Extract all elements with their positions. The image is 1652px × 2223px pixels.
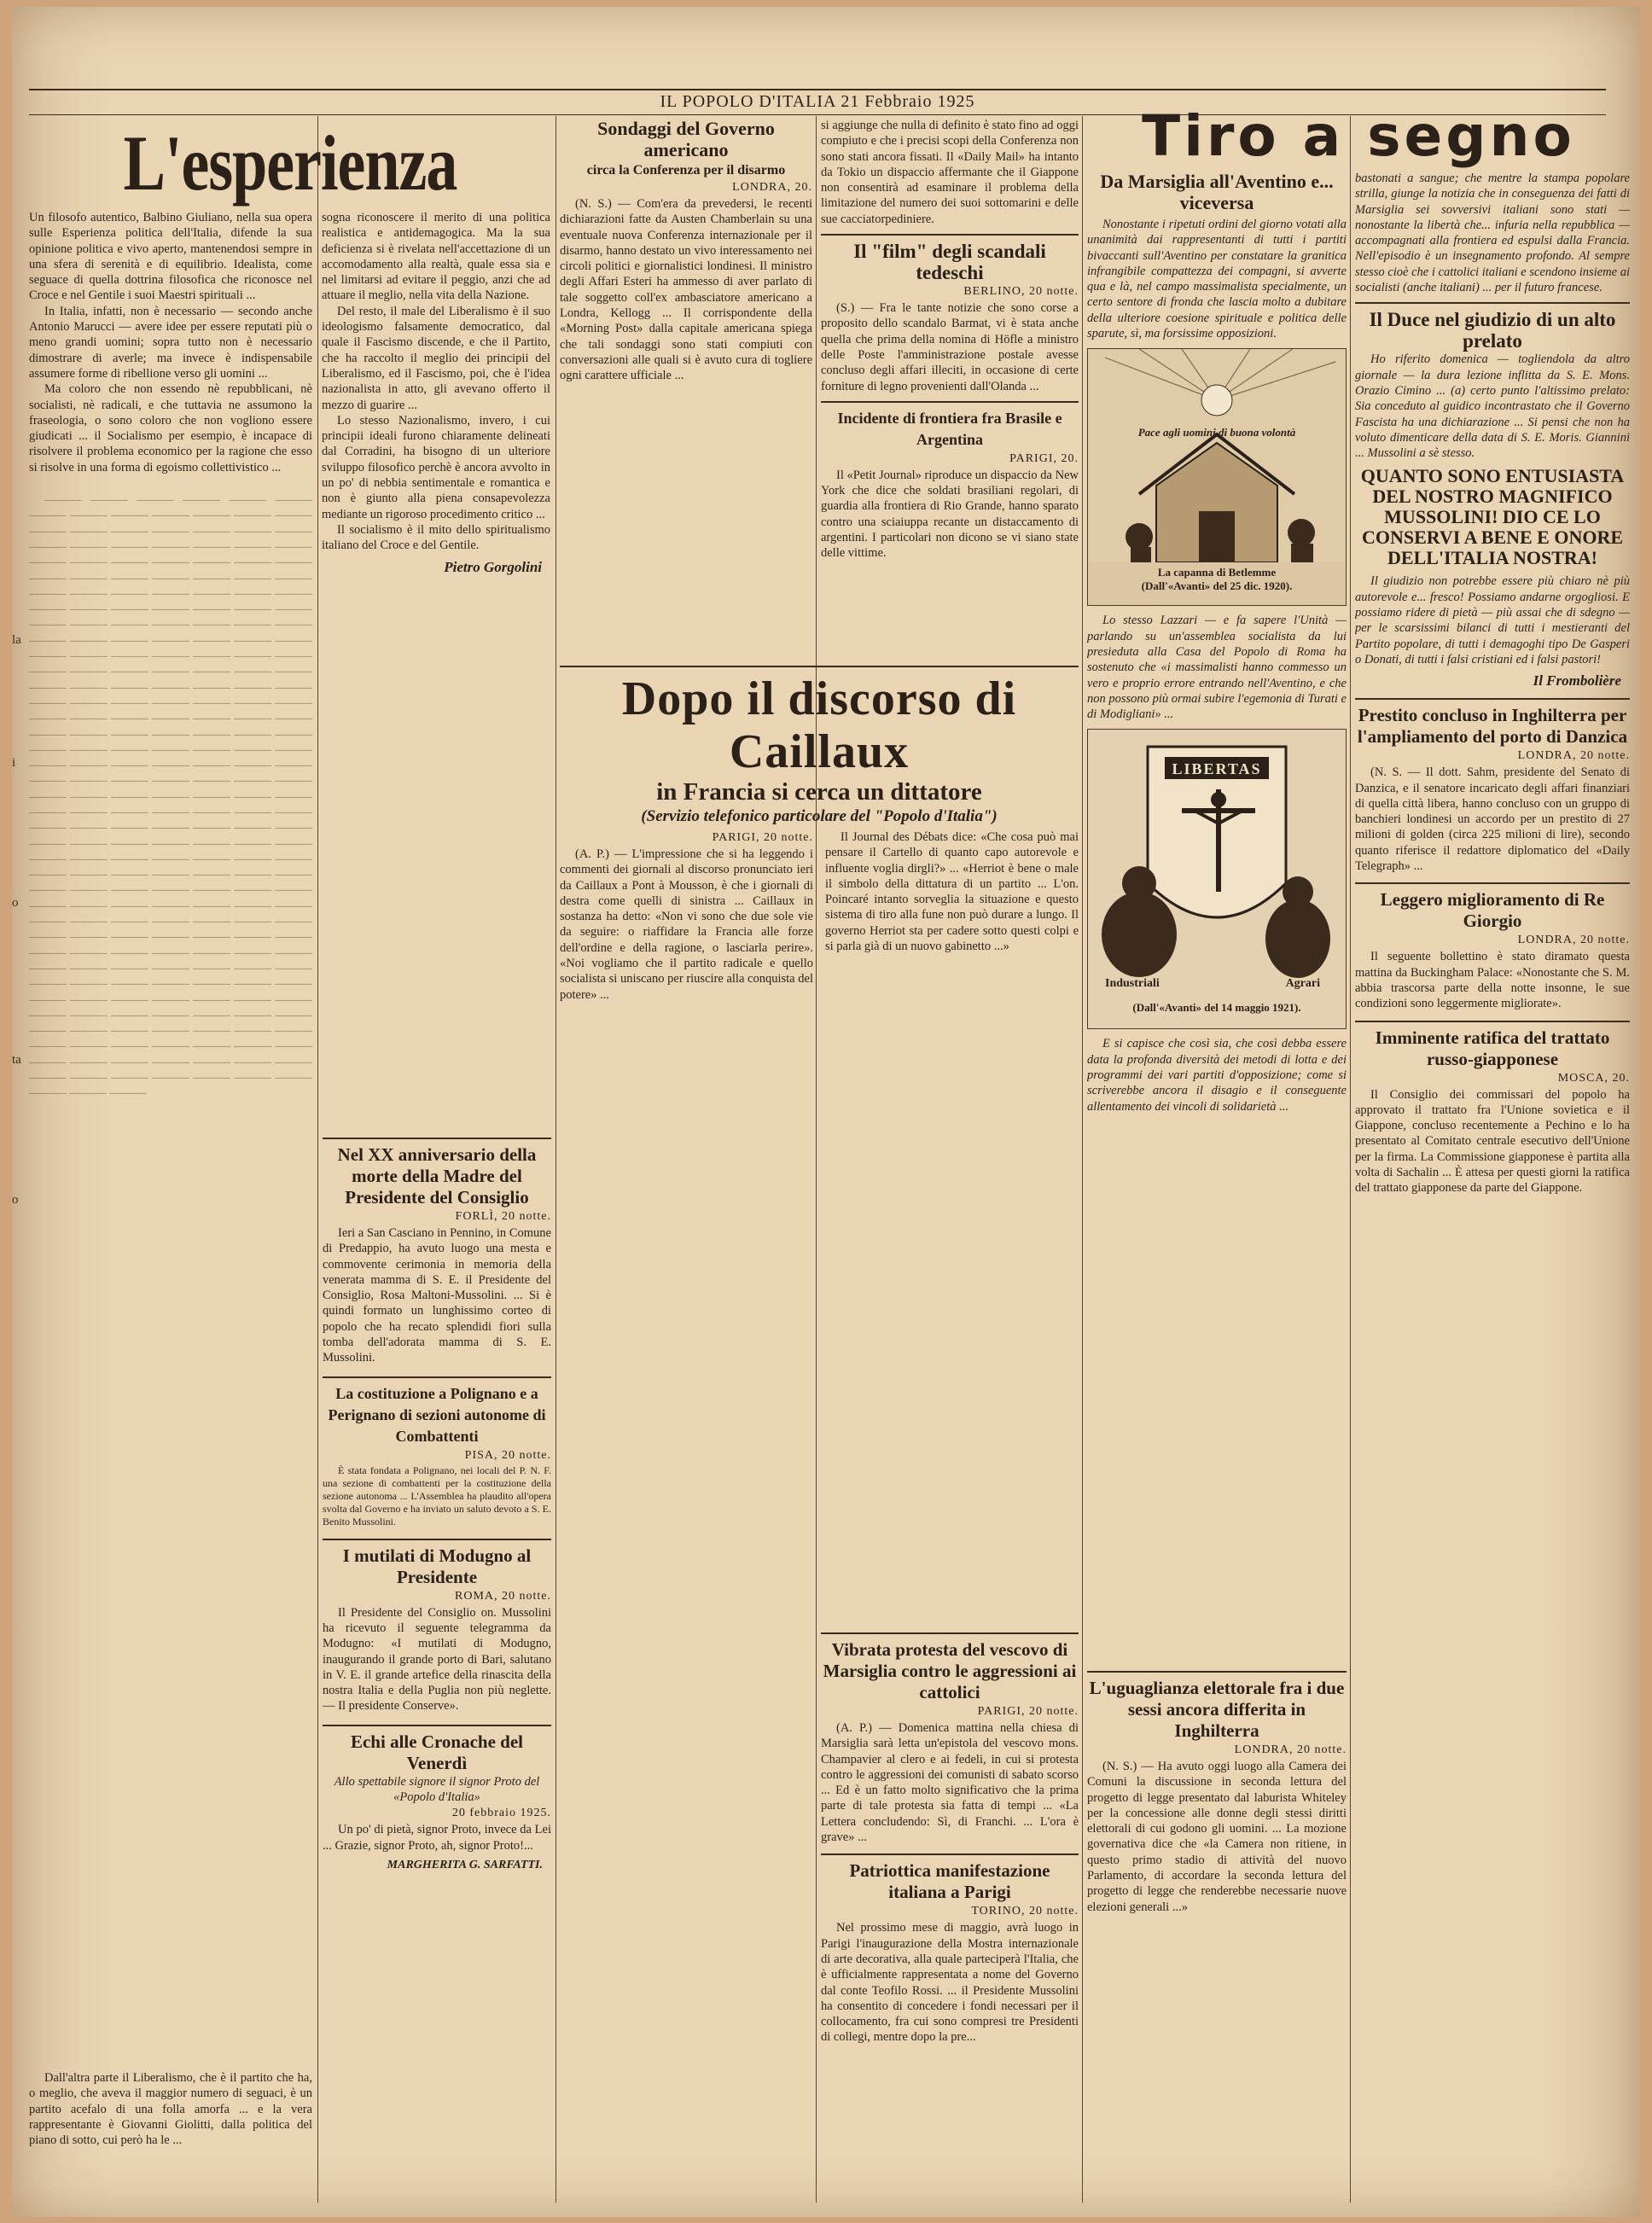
article-body: (N. S. — Il dott. Sahm, presidente del Senato di Danzica, e il senatore incaricato degli affari finanziari di quella città libera, hanno concluso con un gruppo di banchieri londinesi un accordo per un prestito di 27 milioni di golden (circa 225 milioni di lire), secondo quanto riferisce il redattore diplomatico del «Daily Telegraph» ...	[1355, 765, 1630, 874]
article-dateline: LONDRA, 20 notte.	[1517, 749, 1630, 763]
article-dateline: LONDRA, 20.	[732, 181, 812, 194]
column-9	[1355, 171, 1630, 2202]
article-paragraph: sogna riconoscere il merito di una politica realistica e antidemagogica. Ma la sua deficienza si è rivelata nell'accettazione di un accomodamento alla realtà, quale essa sia e nel limitarsi ad evitare il peggio, anzi che ad attuare il meglio, nella vita della Nazione.	[322, 211, 550, 303]
article-signature: Il Frombolière	[1533, 672, 1621, 690]
quanto-quote: QUANTO SONO ENTUSIASTA DEL NOSTRO MAGNIFICO MUSSOLINI! DIO CE LO CONSERVI A BENE E ONORE DELL'ITALIA NOSTRA!	[1360, 465, 1625, 569]
article-headline: I mutilati di Modugno al Presidente	[342, 1545, 532, 1587]
main-headline: L'esperienza	[123, 119, 457, 207]
article-dateline: 20 febbraio 1925.	[451, 1807, 551, 1820]
article-dateline: LONDRA, 20 notte.	[1517, 934, 1630, 947]
article-body: Nonostante i ripetuti ordini del giorno votati alla unanimità dai rappresentanti di tutti i partiti bivaccanti sull'Aventino per constatare la granitica infrangibile compattezza dei compagni, si avverte qua e là, nel campo massimalista specialmente, un certo sentore di fronda che lascia molto a dubitare della ulteriore coesione spirituale e politica delle sparute, sì, ma forsissime opposizioni.	[1087, 218, 1347, 341]
section-rule	[821, 234, 1079, 236]
article-paragraph: Del resto, il male del Liberalismo è il suo ideologismo falsamente democratico, dal quale il Fascismo discende, e che il Partito, che ha raccolto il meglio dei principii del Liberalismo, ed il Fascismo, poi, che è l'idea nazionalista in atto, gli avevano offerto il mezzo di guarire ...	[322, 304, 550, 412]
article-paragraph: Ma coloro che non essendo nè repubblicani, nè socialisti, nè radicali, e che tuttavia ne assumono la fraseologia, o sono coloro che non vogliono essere giudicati ... il Socialismo per esempio, è incapace di risolvere il problema economico per la ragione che esso si risolve in una forma di egoismo collettivistico ...	[29, 382, 312, 474]
article-body: (S.) — Fra le tante notizie che sono corse a proposito dello scandalo Barmat, vi è stata anche quella che prima della nomina di Höfle a ministro delle Poste l'amministrazione postale avesse concluso degli affari illeciti, in occasione di certe forniture di legno provenienti dall'Olanda ...	[821, 301, 1079, 393]
article-headline: Sondaggi del Governo americano	[597, 118, 775, 160]
article-body: (A. P.) — L'impressione che si ha leggendo i commenti dei giornali al discorso pronunciato ieri da Caillaux a Pont à Mousson, è che i giornali di destra come quelli di sinistra ... Caillaux in sostanza ha detto: «Non vi sono che due sole vie da seguire: o riaffidare la Francia alle forze dell'ordine e della ragione, o lasciarla perire». «Noi vogliamo che il partito radicale e quello socialista si uniscano per riuscire alla conquista del potere» ...	[560, 847, 813, 1002]
article-paragraph: Lo stesso Nazionalismo, invero, i cui principii ideali furono chiaramente delineati dal Corradini, ha bisogno di un ulteriore sviluppo filosofico perchè è ancora avvolto in un po' di nebbia sentimentale e romantica e non è giunto alla piena consapevolezza mediante un rigoroso procedimento critico ...	[322, 413, 550, 521]
column-7-lower	[821, 1632, 1079, 2204]
article-headline: Patriottica manifestazione italiana a Parigi	[849, 1860, 1050, 1903]
article-body: Ho riferito domenica — togliendola da altro giornale — la dura lezione inflitta da S. E. Mons. Orazio Cimino ... (a) certo punto l'altissimo prelato: Sia conceduto al guidico incontrastato che il Governo Fascista ha una dichiarazione ... Si pensi che non ha voluto dimenticare della data di S. E. Moris. Giannini ... Mussolini a sè stesso.	[1355, 352, 1630, 461]
article-body: Un po' di pietà, signor Proto, invece da Lei ... Grazie, signor Proto, ah, signor Proto!...	[323, 1823, 551, 1853]
cartoon-banner: LIBERTAS	[1172, 760, 1262, 778]
left-margin-fragments	[12, 152, 24, 2029]
article-body: (A. P.) — Domenica mattina nella chiesa di Marsiglia sarà letta un'epistola del vescovo mons. Champavier al clero e ai fedeli, in cui si protesta contro le aggressioni dei comunisti di sabato scorso ... Ed è un fatto molto significativo che la prima parte di tale protesta sia fatta di tempi ... «La Lettera concludendo: Sì, di Franchi. ... L'ora è grave» ...	[821, 1721, 1079, 1845]
section-rule	[560, 666, 1079, 667]
article-subtitle: Allo spettabile signore il signor Proto del «Popolo d'Italia»	[334, 1774, 540, 1805]
article-dateline: BERLINO, 20 notte.	[963, 285, 1079, 299]
margin-fragment: o	[12, 1193, 19, 1207]
cartoon-label-right: Agrari	[1285, 977, 1320, 991]
article-dateline: LONDRA, 20 notte.	[1234, 1743, 1347, 1756]
article-headline: Leggero miglioramento di Re Giorgio	[1380, 889, 1605, 932]
tiro-a-segno-header	[1085, 102, 1632, 171]
article-body: Il Consiglio dei commissari del popolo ha approvato il trattato fra l'Unione sovietica e il Giappone, concluso recentemente a Pechino e lo ha presentato al Comitato centrale esecutivo dell'Unione per la firma. La Commissione giapponese è partita alla volta di Sachalin ... È attesa per questi giorni la ratifica del trattato giapponese da parte del Giappone.	[1355, 1087, 1630, 1196]
article-body: Ieri a San Casciano in Pennino, in Comune di Predappio, ha avuto luogo una mesta e commovente cerimonia in memoria della venerata mamma di S. E. il Presidente del Consiglio, Rosa Maltoni-Mussolini. ... Si è quindi formato un lunghissimo corteo di popolo che ha recato splendidi fiori sulla tomba dell'adorata mamma di S. E. Mussolini.	[323, 1226, 551, 1365]
article-headline: L'uguaglianza elettorale fra i due sessi ancora differita in Inghilterra	[1089, 1678, 1345, 1741]
article-body: Lo stesso Lazzari — e fa sapere l'Unità — parlando su un'assemblea socialista da lui presieduta alla Casa del Popolo di Roma ha sostenuto che «i massimalisti hanno commesso un vero e proprio errore entrando nell'Aventino, e che non possono più ormai subire l'egemonia di Turati e di Modigliani» ...	[1087, 614, 1347, 722]
article-body: (N. S.) — Ha avuto oggi luogo alla Camera dei Comuni la discussione in seconda lettura del progetto di legge presentato dal laburista Whiteley per la concessione alle donne degli stessi diritti elettorali di cui godono gli uomini. ... La mozione governativa dice che «la Camera non ritiene, in questo primo stadio di attività del nuovo Parlamento, di accordare la seconda lettura del progetto di legge che renderebbe necessarie nuove elezioni generali ...»	[1087, 1760, 1347, 1914]
caillaux-headline: Dopo il discorso di Caillaux	[621, 672, 1017, 778]
article-body: È stata fondata a Polignano, nei locali del P. N. F. una sezione di combattenti per la costituzione della sezione autonoma ... L'Assemblea ha plaudito all'opera svolta dal Governo e ha inviato un saluto devoto a S. E. Benito Mussolini.	[323, 1464, 551, 1528]
article-headline: Imminente ratifica del trattato russo-giapponese	[1375, 1027, 1610, 1069]
article-body: Nel prossimo mese di maggio, avrà luogo in Parigi l'inaugurazione della Mostra internazionale di arte decorativa, alla quale parteciperà l'Italia, che è ufficialmente rappresentata a nome del Governo dal conte Teofilo Rossi. ... il Presidente Mussolini ha consentito di concedere i fondi necessari per il collocamento, fra cui sono compresi tre Presidenti di collegi, mentre dopo la pre...	[821, 1921, 1079, 2045]
section-rule	[821, 1853, 1079, 1855]
article-paragraph: si aggiunge che nulla di definito è stato fino ad oggi compiuto e che i precisi scopi della Conferenza non sono stati ancora fissati. Il «Daily Mail» ha intanto da Tokio un dispaccio affermante che il Giappone non consentirà ad esaminare il problema della limitazione del numero dei suoi sottomarini e delle sue cacciatorpediniere.	[821, 119, 1079, 226]
article-paragraph: Dall'altra parte il Liberalismo, che è il partito che ha, o meglio, che aveva il maggior numero di seguaci, è un partito acefalo di una folla amorfa ... e la vera rappresentante è Giovanni Giolitti, dalla politica del piano di sotto, cui però ha le ...	[29, 2071, 312, 2148]
article-body: E si capisce che così sia, che così debba essere data la profonda diversità dei metodi di lotta e dei programmi dei vari partiti d'opposizione; come si scriverebbe ancora il disagio e il conseguente allentamento dei vincoli di solidarietà ...	[1087, 1037, 1347, 1114]
section-rule	[1355, 1021, 1630, 1022]
section-rule	[323, 1376, 551, 1378]
article-dateline: PARIGI, 20 notte.	[712, 831, 813, 844]
article-paragraph: Il socialismo è il mito dello spiritualismo italiano del Croce e del Gentile.	[322, 522, 550, 553]
newspaper-page	[12, 7, 1640, 2217]
article-dateline: PARIGI, 20 notte.	[977, 1705, 1079, 1718]
article-body: Il Journal des Débats dice: «Che cosa può mai pensare il Cartello di quanto capo autorevole e influente voglia dirgli?» ... «Herriot è bene o male il simbolo della dittatura di un partito ... L'on. Poincaré intanto sorveglia la situazione e questo sistema di tiro alla fune non può durare a lungo. Il governo Herriot sta per cadere sotto questi colpi e si parla già di un nuovo gabinetto ...»	[825, 830, 1079, 954]
article-dateline: FORLÌ, 20 notte.	[455, 1210, 551, 1223]
section-rule	[323, 1539, 551, 1540]
cartoon-source: (Dall'«Avanti» del 25 dic. 1920).	[1141, 579, 1293, 593]
article-dateline: PARIGI, 20.	[1009, 451, 1079, 465]
tiro-a-segno-title: Tiro a segno	[1142, 103, 1575, 169]
article-headline: Incidente di frontiera fra Brasile e Argentina	[837, 409, 1062, 448]
column-8-lower	[1087, 1671, 1347, 2200]
cartoon-title: La capanna di Betlemme	[1157, 566, 1277, 579]
section-rule	[1355, 882, 1630, 884]
article-headline: Da Marsiglia all'Aventino e... viceversa	[1100, 171, 1334, 213]
article-headline: Prestito concluso in Inghilterra per l'ampliamento del porto di Danzica	[1357, 705, 1628, 748]
article-subheadline: circa la Conferenza per il disarmo	[586, 163, 786, 177]
main-headline-box	[27, 118, 553, 212]
article-dateline: ROMA, 20 notte.	[455, 1589, 551, 1603]
article-paragraph: In Italia, infatti, non è necessario — secondo anche Antonio Marucci — avere idee per essere reputati più o meno grandi uomini; sopra tutto non è necessario dimostrare di averle; ma invece è indispensabile assumere forme di ribellione verso gli uomini ...	[29, 304, 312, 381]
cartoon-label-left: Industriali	[1105, 977, 1160, 991]
article-filler-text: ——— ——— ——— ——— ——— ——— ——— ——— ——— ——— ——— ——— ——— ——— ——— ——— ——— ——— ——— ——— ——— ——— ——— ——— ——— ——— ——— ——— ——— ——— ——— ——— ——— ——— ——— ——— ——— ——— ——— ——— ——— ——— ——— ——— ——— ——— ——— ——— ——— ——— ——— ——— ——— ——— ——— ——— ——— ——— ——— ——— ——— ——— ——— ——— ——— ——— ——— ——— ——— ——— ——— ——— ——— ——— ——— ——— ——— ——— ——— ——— ——— ——— ——— ——— ——— ——— ——— ——— ——— ——— ——— ——— ——— ——— ——— ——— ——— ——— ——— ——— ——— ——— ——— ——— ——— ——— ——— ——— ——— ——— ——— ——— ——— ——— ——— ——— ——— ——— ——— ——— ——— ——— ——— ——— ——— ——— ——— ——— ——— ——— ——— ——— ——— ——— ——— ——— ——— ——— ——— ——— ——— ——— ——— ——— ——— ——— ——— ——— ——— ——— ——— ——— ——— ——— ——— ——— ——— ——— ——— ——— ——— ——— ——— ——— ——— ——— ——— ——— ——— ——— ——— ——— ——— ——— ——— ——— ——— ——— ——— ——— ——— ——— ——— ——— ——— ——— ——— ——— ——— ——— ——— ——— ——— ——— ——— ——— ——— ——— ——— ——— ——— ——— ——— ——— ——— ——— ——— ——— ——— ——— ——— ——— ——— ——— ——— ——— ——— ——— ——— ——— ——— ——— ——— ——— ——— ——— ——— ——— ——— ——— ——— ——— ——— ——— ——— ——— ——— ——— ——— ——— ——— ——— ——— ——— ——— ——— ——— ——— ——— ——— ——— ——— ——— ——— ——— ——— ——— ——— ——— ——— ——— ——— ——— ——— ——— ——— ——— ———	[29, 493, 312, 1101]
section-rule	[821, 1632, 1079, 1634]
article-headline: Il "film" degli scandali tedeschi	[853, 241, 1046, 284]
caillaux-service-note: (Servizio telefonico particolare del "Popolo d'Italia")	[641, 807, 998, 825]
article-body: Il giudizio non potrebbe essere più chiaro nè più autorevole e... fresco! Possiamo andarne orgogliosi. E possiamo ridere di pietà — più assai che di sdegno — per le scarsissimi bilanci di tutti i mestieranti del Partito popolare, di tutti i demagoghi tipo De Gasperi o Donati, di tutti i falsi cristiani ed i falsi pastori!	[1355, 574, 1630, 666]
margin-fragment: la	[12, 633, 21, 647]
caillaux-subheadline: in Francia si cerca un dittatore	[656, 778, 982, 806]
section-rule	[1087, 1671, 1347, 1673]
article-body: Il «Petit Journal» riproduce un dispaccio da New York che dice che soldati brasiliani regolari, di guardia alla frontiera di Rio Grande, hanno sparato contro una sciaiuppa recante un distaccamento di argentini. I particolari non dicono se vi siano state delle vittime.	[821, 468, 1079, 561]
column-2-lower	[323, 1138, 551, 2204]
article-headline: Nel XX anniversario della morte della Madre del Presidente del Consiglio	[337, 1144, 537, 1208]
margin-fragment: i	[12, 756, 16, 770]
article-dateline: TORINO, 20 notte.	[971, 1905, 1079, 1918]
section-rule	[323, 1725, 551, 1726]
section-rule	[323, 1138, 551, 1139]
article-headline: La costituzione a Polignano e a Perignano di sezioni autonome di Combattenti	[328, 1384, 546, 1445]
masthead: IL POPOLO D'ITALIA 21 Febbraio 1925	[29, 89, 1606, 115]
cartoon-libertas	[1087, 729, 1347, 1029]
article-dateline: PISA, 20 notte.	[464, 1448, 551, 1462]
margin-fragment: ta	[12, 1053, 21, 1067]
article-headline: Echi alle Cronache del Venerdì	[350, 1731, 524, 1773]
cartoon-capanna-illustration	[1088, 349, 1346, 562]
caillaux-article	[560, 666, 1079, 1630]
article-signature: Pietro Gorgolini	[444, 558, 542, 575]
article-body: Il seguente bollettino è stato diramato questa mattina da Buckingham Palace: «Nonostante che S. M. abbia trascorsa parte della notte insonne, le sue condizioni sono leggermente migliorate».	[1355, 950, 1630, 1011]
column-4	[821, 118, 1079, 664]
article-paragraph: Un filosofo autentico, Balbino Giuliano, nella sua opera sulle Esperienza politica dell'Italia, difende la sua opinione politica e vivo aperto, mantenendosi sempre in una sfera di serenità e di equilibrio. Idealista, come seguace di quella dottrina filosofica che riconosce nel Croce e nel Gentile i suoi Maestri spirituali ...	[29, 211, 312, 303]
article-headline: Vibrata protesta del vescovo di Marsiglia contro le aggressioni ai cattolici	[823, 1639, 1077, 1702]
column-rule	[1350, 116, 1351, 2203]
section-rule	[1355, 698, 1630, 700]
cartoon-source: (Dall'«Avanti» del 14 maggio 1921).	[1132, 1001, 1301, 1015]
article-signature: MARGHERITA G. SARFATTI.	[387, 1858, 543, 1871]
article-body: Il Presidente del Consiglio on. Mussolini ha ricevuto il seguente telegramma da Modugno: «I mutilati di Modugno, inaugurando il grande porto di Bari, salutano in V. E. il grande artefice della rinascita della nostra Italia e della Puglia non più neglette. — Il presidente Conserve».	[323, 1605, 551, 1714]
article-body: bastonati a sangue; che mentre la stampa popolare strilla, giunge la notizia che in conseguenza dei fatti di Marsiglia sei sovversivi italiani sono stati — nonostante la libertà che... infuria nella repubblica — accompagnati alla frontiera ed espulsi dalla Francia. Nell'episodio è un insegnamento profondo. Al sempre stesso cioè che i cattolici italiani e scendono insieme ai socialisti (anche italiani) ... per il futuro francese.	[1355, 172, 1630, 295]
section-rule	[1355, 302, 1630, 304]
margin-fragment: o	[12, 896, 19, 910]
column-1	[29, 210, 312, 2198]
column-rule	[1082, 116, 1083, 2203]
article-dateline: MOSCA, 20.	[1557, 1071, 1630, 1085]
cartoon-capanna	[1087, 348, 1347, 606]
article-body: (N. S.) — Com'era da prevedersi, le recenti dichiarazioni fatte da Austen Chamberlain su una eventuale nuova Conferenza internazionale per il disarmo, hanno destato un vivo interessamento nei circoli politici e giornalistici londinesi. Il ministro degli Affari Esteri ha ammesso di aver parlato di tale soggetto coll'ex ambasciatore americano a Londra, Kellogg ... Il corrispondente della «Morning Post» dalla capitale americana spiega che tali sondaggi sono stati compiuti con conversazioni alle quali si è avuto cura di togliere ogni carattere ufficiale ...	[560, 197, 812, 383]
cartoon-caption: Pace agli uomini di buona volontà	[1137, 426, 1296, 439]
section-rule	[821, 401, 1079, 403]
article-headline: Il Duce nel giudizio di un alto prelato	[1369, 309, 1616, 352]
column-3	[560, 118, 812, 664]
